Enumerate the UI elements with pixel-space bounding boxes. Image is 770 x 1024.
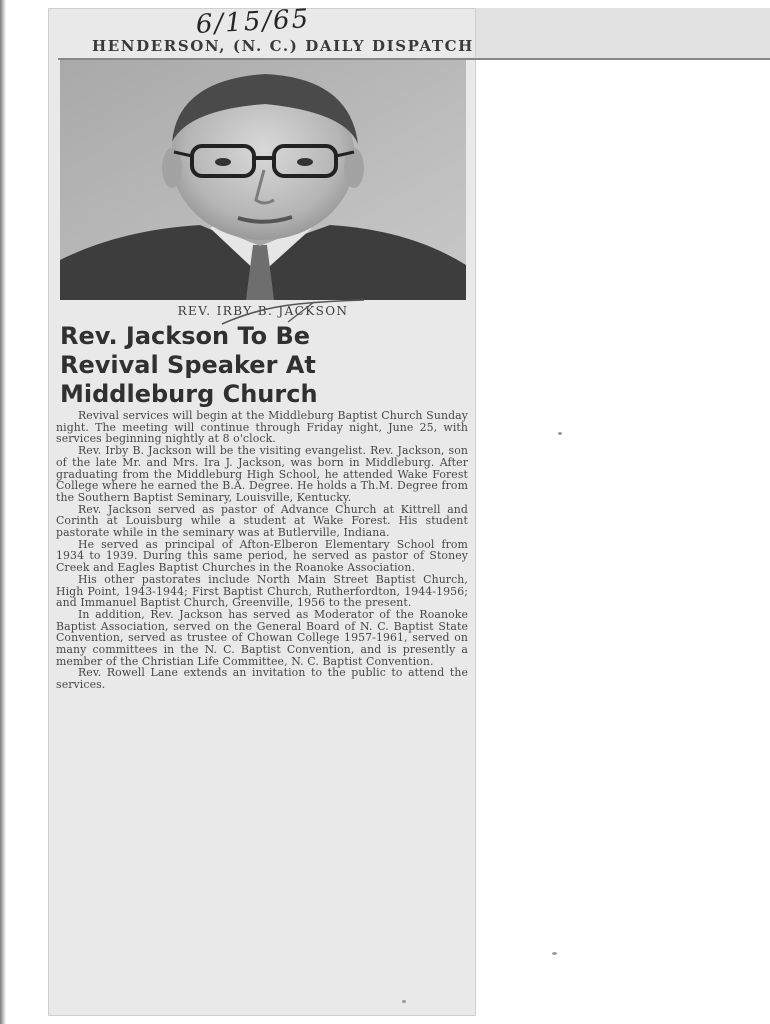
article-paragraph: His other pastorates include North Main Street Baptist Church, High Point, 1943-1944; First Baptist Church, Rutherfordton, 1944-1956; and Immanuel Baptist Church, Greenville, 1956 to the present.: [56, 572, 468, 610]
newspaper-masthead: HENDERSON, (N. C.) DAILY DISPATCH: [92, 37, 474, 55]
scan-edge-shadow: [0, 0, 6, 1024]
article-body: [56, 410, 468, 1010]
handwritten-date: 6/15/65: [195, 4, 311, 40]
portrait-image: [60, 60, 466, 300]
article-paragraph: He served as principal of Afton-Elberon Elementary School from 1934 to 1939. During this same period, he served as pastor of Stoney Creek and Eagles Baptist Churches in the Roanoke Association.: [56, 537, 468, 575]
article-paragraph: Revival services will begin at the Middleburg Baptist Church Sunday night. The meeting will continue through Friday night, June 25, with services beginning nightly at 8 o'clock.: [56, 409, 468, 446]
headline-line-2: Revival Speaker At: [60, 351, 316, 379]
article-paragraph: Rev. Irby B. Jackson will be the visiting evangelist. Rev. Jackson, son of the late Mr. and Mrs. Ira J. Jackson, was born in Middleburg. After graduating from the Middleburg High School, he attended Wake Forest College where he earned the B.A. Degree. He holds a Th.M. Degree from the Southern Baptist Seminary, Louisville, Kentucky.: [56, 444, 468, 504]
scan-speck: [558, 432, 562, 435]
scan-speck: [402, 1000, 406, 1003]
article-paragraph: In addition, Rev. Jackson has served as Moderator of the Roanoke Baptist Association, served on the General Board of N. C. Baptist State Convention, served as trustee of Chowan College 1957-1961, served on many committees in the N. C. Baptist Convention, and is presently a member of the Christian Life Committee, N. C. Baptist Convention.: [56, 607, 468, 668]
photo-caption: REV. IRBY B. JACKSON: [177, 304, 349, 318]
article-paragraph: Rev. Jackson served as pastor of Advance Church at Kittrell and Corinth at Louisburg while a student at Wake Forest. His student pastorate while in the seminary was at Butlerville, Indiana.: [56, 502, 468, 540]
headline-line-1: Rev. Jackson To Be: [60, 322, 311, 350]
scan-speck: [552, 952, 557, 955]
article-paragraph: Rev. Rowell Lane extends an invitation to the public to attend the services.: [56, 666, 468, 692]
article-headline: [60, 322, 470, 408]
headline-line-3: Middleburg Church: [60, 380, 318, 408]
portrait-photo: [60, 60, 466, 300]
